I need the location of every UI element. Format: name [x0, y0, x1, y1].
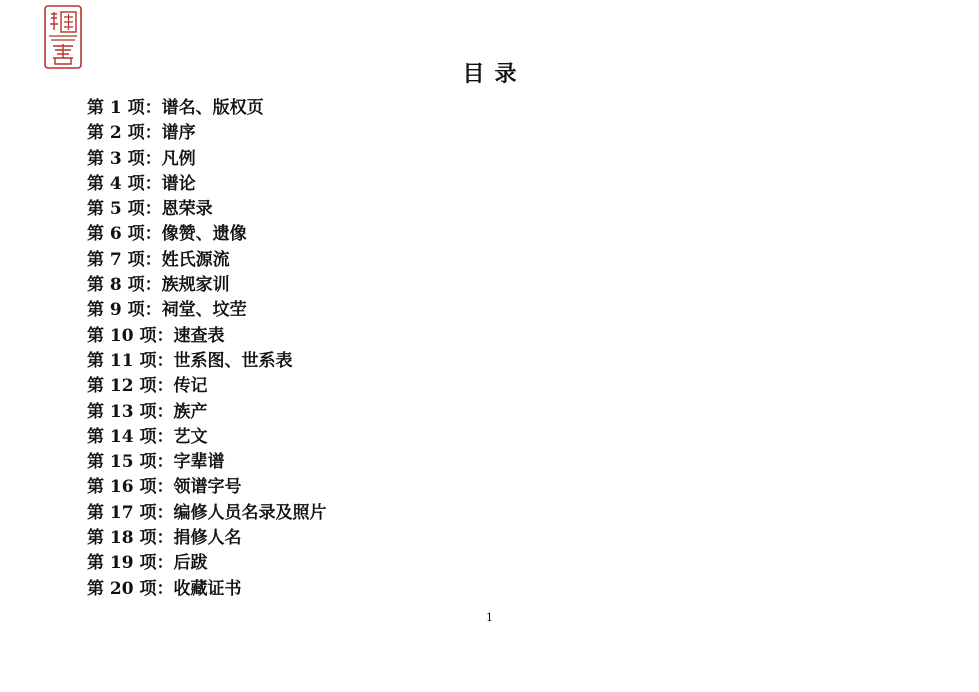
- toc-item: [87, 374, 327, 399]
- toc-item-label: 捐修人名: [173, 528, 242, 549]
- toc-item: [87, 501, 327, 526]
- toc-item-number: 第 14 项：: [87, 426, 174, 447]
- toc-item-label: 祠堂、坟茔: [161, 300, 247, 321]
- toc-item: [87, 248, 327, 273]
- toc-item: [87, 298, 327, 323]
- page-title: 目录: [462, 61, 527, 87]
- toc-item: [87, 349, 327, 374]
- toc-item-label: 像赞、遗像: [161, 224, 247, 245]
- toc-item-number: 第 9 项：: [87, 300, 162, 321]
- toc-item-label: 后跋: [173, 553, 208, 574]
- toc-item-number: 第 7 项：: [87, 249, 162, 270]
- toc-item-label: 艺文: [173, 426, 208, 447]
- toc-item-number: 第 18 项：: [87, 528, 174, 549]
- toc-item-number: 第 10 项：: [87, 325, 174, 346]
- toc-item: [87, 577, 327, 602]
- toc-item-number: 第 16 项：: [87, 477, 174, 498]
- toc-item-number: 第 2 项：: [87, 123, 162, 144]
- toc-item-number: 第 20 项：: [87, 578, 174, 599]
- toc-item-label: 世系图、世系表: [173, 350, 293, 371]
- toc-item-label: 凡例: [161, 148, 196, 169]
- toc-item-label: 领谱字号: [173, 477, 242, 498]
- toc-item-number: 第 1 项：: [87, 98, 162, 118]
- toc-item-label: 族产: [173, 401, 208, 422]
- toc-item-label: 谱论: [161, 173, 196, 194]
- toc-item: [87, 425, 327, 450]
- toc-item-number: 第 4 项：: [87, 173, 162, 194]
- toc-item: [87, 147, 327, 172]
- toc-item-number: 第 19 项：: [87, 553, 174, 574]
- toc-item-number: 第 8 项：: [87, 275, 162, 296]
- toc-item-label: 编修人员名录及照片: [173, 502, 327, 523]
- toc-item-label: 恩荣录: [161, 199, 213, 220]
- toc-item: [87, 222, 327, 247]
- toc-item-number: 第 6 项：: [87, 224, 162, 245]
- toc-item: [87, 526, 327, 551]
- toc-item: [87, 551, 327, 576]
- toc-item-label: 谱名、版权页: [161, 98, 264, 118]
- toc-item: [87, 324, 327, 349]
- toc-item-number: 第 13 项：: [87, 401, 174, 422]
- toc-item: [87, 197, 327, 222]
- toc-item-label: 姓氏源流: [161, 249, 230, 270]
- toc-item: [87, 172, 327, 197]
- toc-item-number: 第 3 项：: [87, 148, 162, 169]
- toc-item: [87, 475, 327, 500]
- toc-item: [87, 400, 327, 425]
- toc-item-label: 收藏证书: [173, 578, 242, 599]
- toc-item: [87, 121, 327, 146]
- toc-item: [87, 450, 327, 475]
- toc-item-label: 速查表: [173, 325, 225, 346]
- toc-item-number: 第 11 项：: [87, 350, 174, 371]
- toc-item-number: 第 12 项：: [87, 376, 174, 397]
- toc-item-label: 传记: [173, 376, 208, 397]
- toc-item: [87, 96, 327, 121]
- toc-item-number: 第 17 项：: [87, 502, 174, 523]
- toc-item-label: 谱序: [161, 123, 196, 144]
- toc-item-label: 族规家训: [161, 275, 230, 296]
- toc-item-number: 第 5 项：: [87, 199, 162, 220]
- toc-item-label: 字辈谱: [173, 452, 225, 473]
- table-of-contents: [87, 96, 327, 602]
- page-number: 1: [486, 611, 493, 624]
- toc-item-number: 第 15 项：: [87, 452, 174, 473]
- toc-item: [87, 273, 327, 298]
